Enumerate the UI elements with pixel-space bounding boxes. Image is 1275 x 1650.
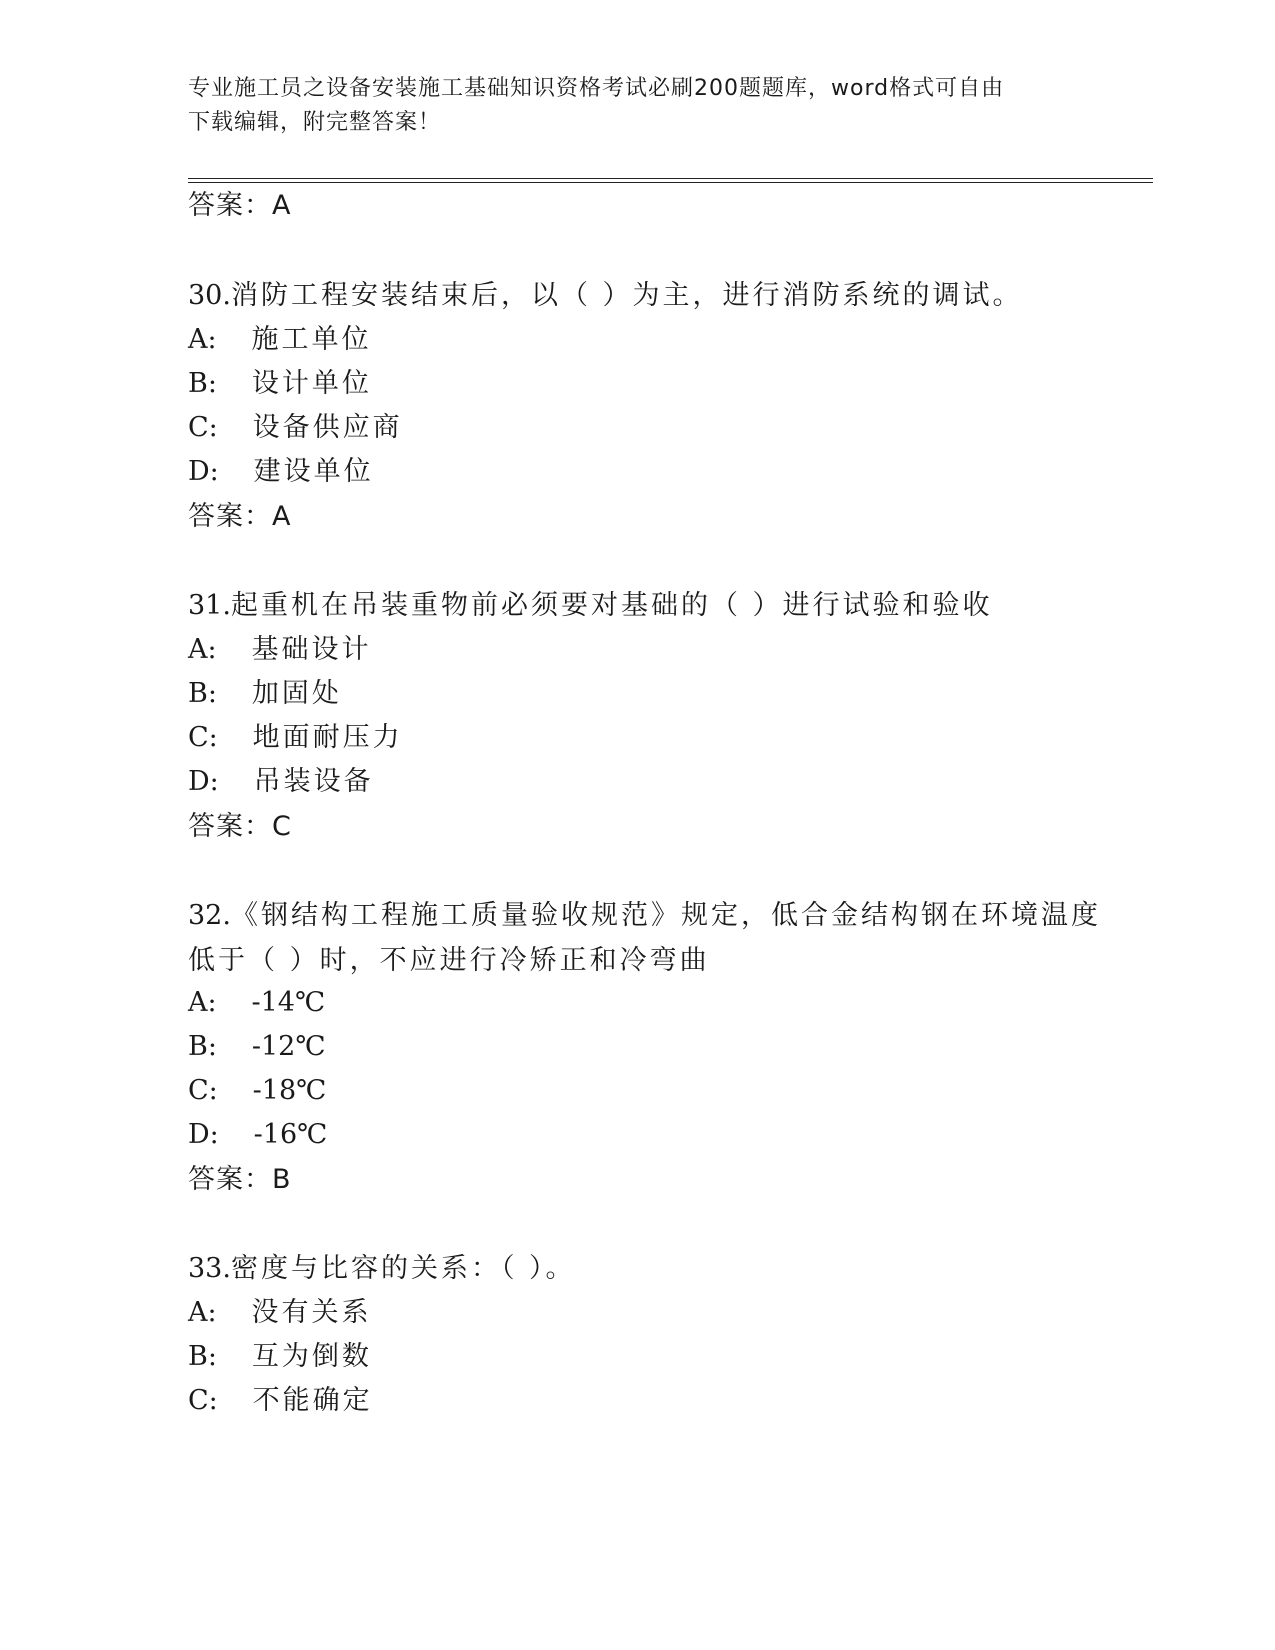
option-32-a (188, 985, 325, 1021)
option-letter: C (188, 1385, 209, 1416)
option-separator: : (209, 1119, 219, 1150)
option-value: 加固处 (251, 678, 342, 709)
option-value: -18℃ (252, 1075, 327, 1106)
option-letter: A (188, 1297, 208, 1328)
option-value: 没有关系 (251, 1297, 372, 1328)
question-32 (188, 893, 1153, 983)
option-value: 施工单位 (251, 324, 372, 355)
option-letter: A (188, 324, 208, 355)
option-separator: : (209, 766, 219, 797)
option-letter: D (188, 456, 210, 487)
option-31-a (188, 632, 372, 668)
question-number: 30. (188, 280, 231, 311)
option-32-c (188, 1073, 326, 1109)
option-30-c (188, 410, 403, 446)
option-letter: B (188, 1031, 208, 1062)
option-value: 吊装设备 (253, 766, 374, 797)
option-letter: B (188, 368, 208, 399)
answer-30: 答案：A (188, 501, 292, 532)
header-line-2: 下载编辑，附完整答案！ (188, 110, 442, 135)
option-30-d (188, 454, 374, 490)
option-value: 设计单位 (251, 368, 372, 399)
option-letter: C (188, 1075, 209, 1106)
option-separator: : (207, 678, 217, 709)
answer-previous: 答案：A (188, 190, 292, 221)
option-value: 设备供应商 (252, 412, 403, 443)
option-separator: : (208, 722, 218, 753)
option-letter: B (188, 678, 208, 709)
option-32-d (188, 1117, 327, 1153)
option-separator: : (207, 1297, 217, 1328)
option-31-d (188, 764, 374, 800)
question-number: 31. (188, 590, 231, 621)
question-31 (188, 583, 1153, 628)
option-separator: : (208, 1385, 218, 1416)
option-separator: : (207, 324, 217, 355)
option-value: 基础设计 (251, 634, 372, 665)
question-33 (188, 1246, 1153, 1291)
question-30 (188, 273, 1153, 318)
option-letter: A (188, 634, 208, 665)
option-31-b (188, 676, 342, 712)
option-30-b (188, 366, 372, 402)
option-separator: : (207, 1341, 217, 1372)
header-line-1: 专业施工员之设备安装施工基础知识资格考试必刷200题题库，word格式可自由 (188, 76, 1005, 101)
question-text-line-2: 低于（ ）时，不应进行冷矫正和冷弯曲 (188, 945, 710, 976)
option-value: 建设单位 (253, 456, 374, 487)
question-text: 起重机在吊装重物前必须要对基础的（ ）进行试验和验收 (230, 590, 993, 621)
option-letter: D (188, 766, 210, 797)
question-number: 33. (188, 1253, 231, 1284)
option-33-a (188, 1295, 372, 1331)
option-separator: : (207, 634, 217, 665)
document-header (188, 72, 1088, 140)
option-letter: C (188, 412, 209, 443)
option-separator: : (208, 412, 218, 443)
option-value: -12℃ (251, 1031, 326, 1062)
question-text-line-1: 《钢结构工程施工质量验收规范》规定，低合金结构钢在环境温度 (230, 900, 1101, 931)
option-33-b (188, 1339, 372, 1375)
option-letter: D (188, 1119, 210, 1150)
option-separator: : (208, 1075, 218, 1106)
question-number: 32. (188, 900, 231, 931)
option-letter: C (188, 722, 209, 753)
option-31-c (188, 720, 403, 756)
option-30-a (188, 322, 372, 358)
option-letter: B (188, 1341, 208, 1372)
option-32-b (188, 1029, 326, 1065)
answer-32: 答案：B (188, 1164, 292, 1195)
answer-31: 答案：C (188, 811, 292, 842)
option-separator: : (207, 1031, 217, 1062)
option-letter: A (188, 987, 208, 1018)
question-text: 密度与比容的关系：（ ）。 (230, 1253, 576, 1284)
option-value: -14℃ (251, 987, 326, 1018)
option-33-c (188, 1383, 373, 1419)
option-separator: : (207, 987, 217, 1018)
option-value: 不能确定 (252, 1385, 373, 1416)
header-divider (188, 178, 1153, 183)
option-separator: : (209, 456, 219, 487)
question-text: 消防工程安装结束后，以（ ）为主，进行消防系统的调试。 (230, 280, 1023, 311)
option-value: -16℃ (253, 1119, 328, 1150)
option-value: 地面耐压力 (252, 722, 403, 753)
option-value: 互为倒数 (251, 1341, 372, 1372)
option-separator: : (207, 368, 217, 399)
